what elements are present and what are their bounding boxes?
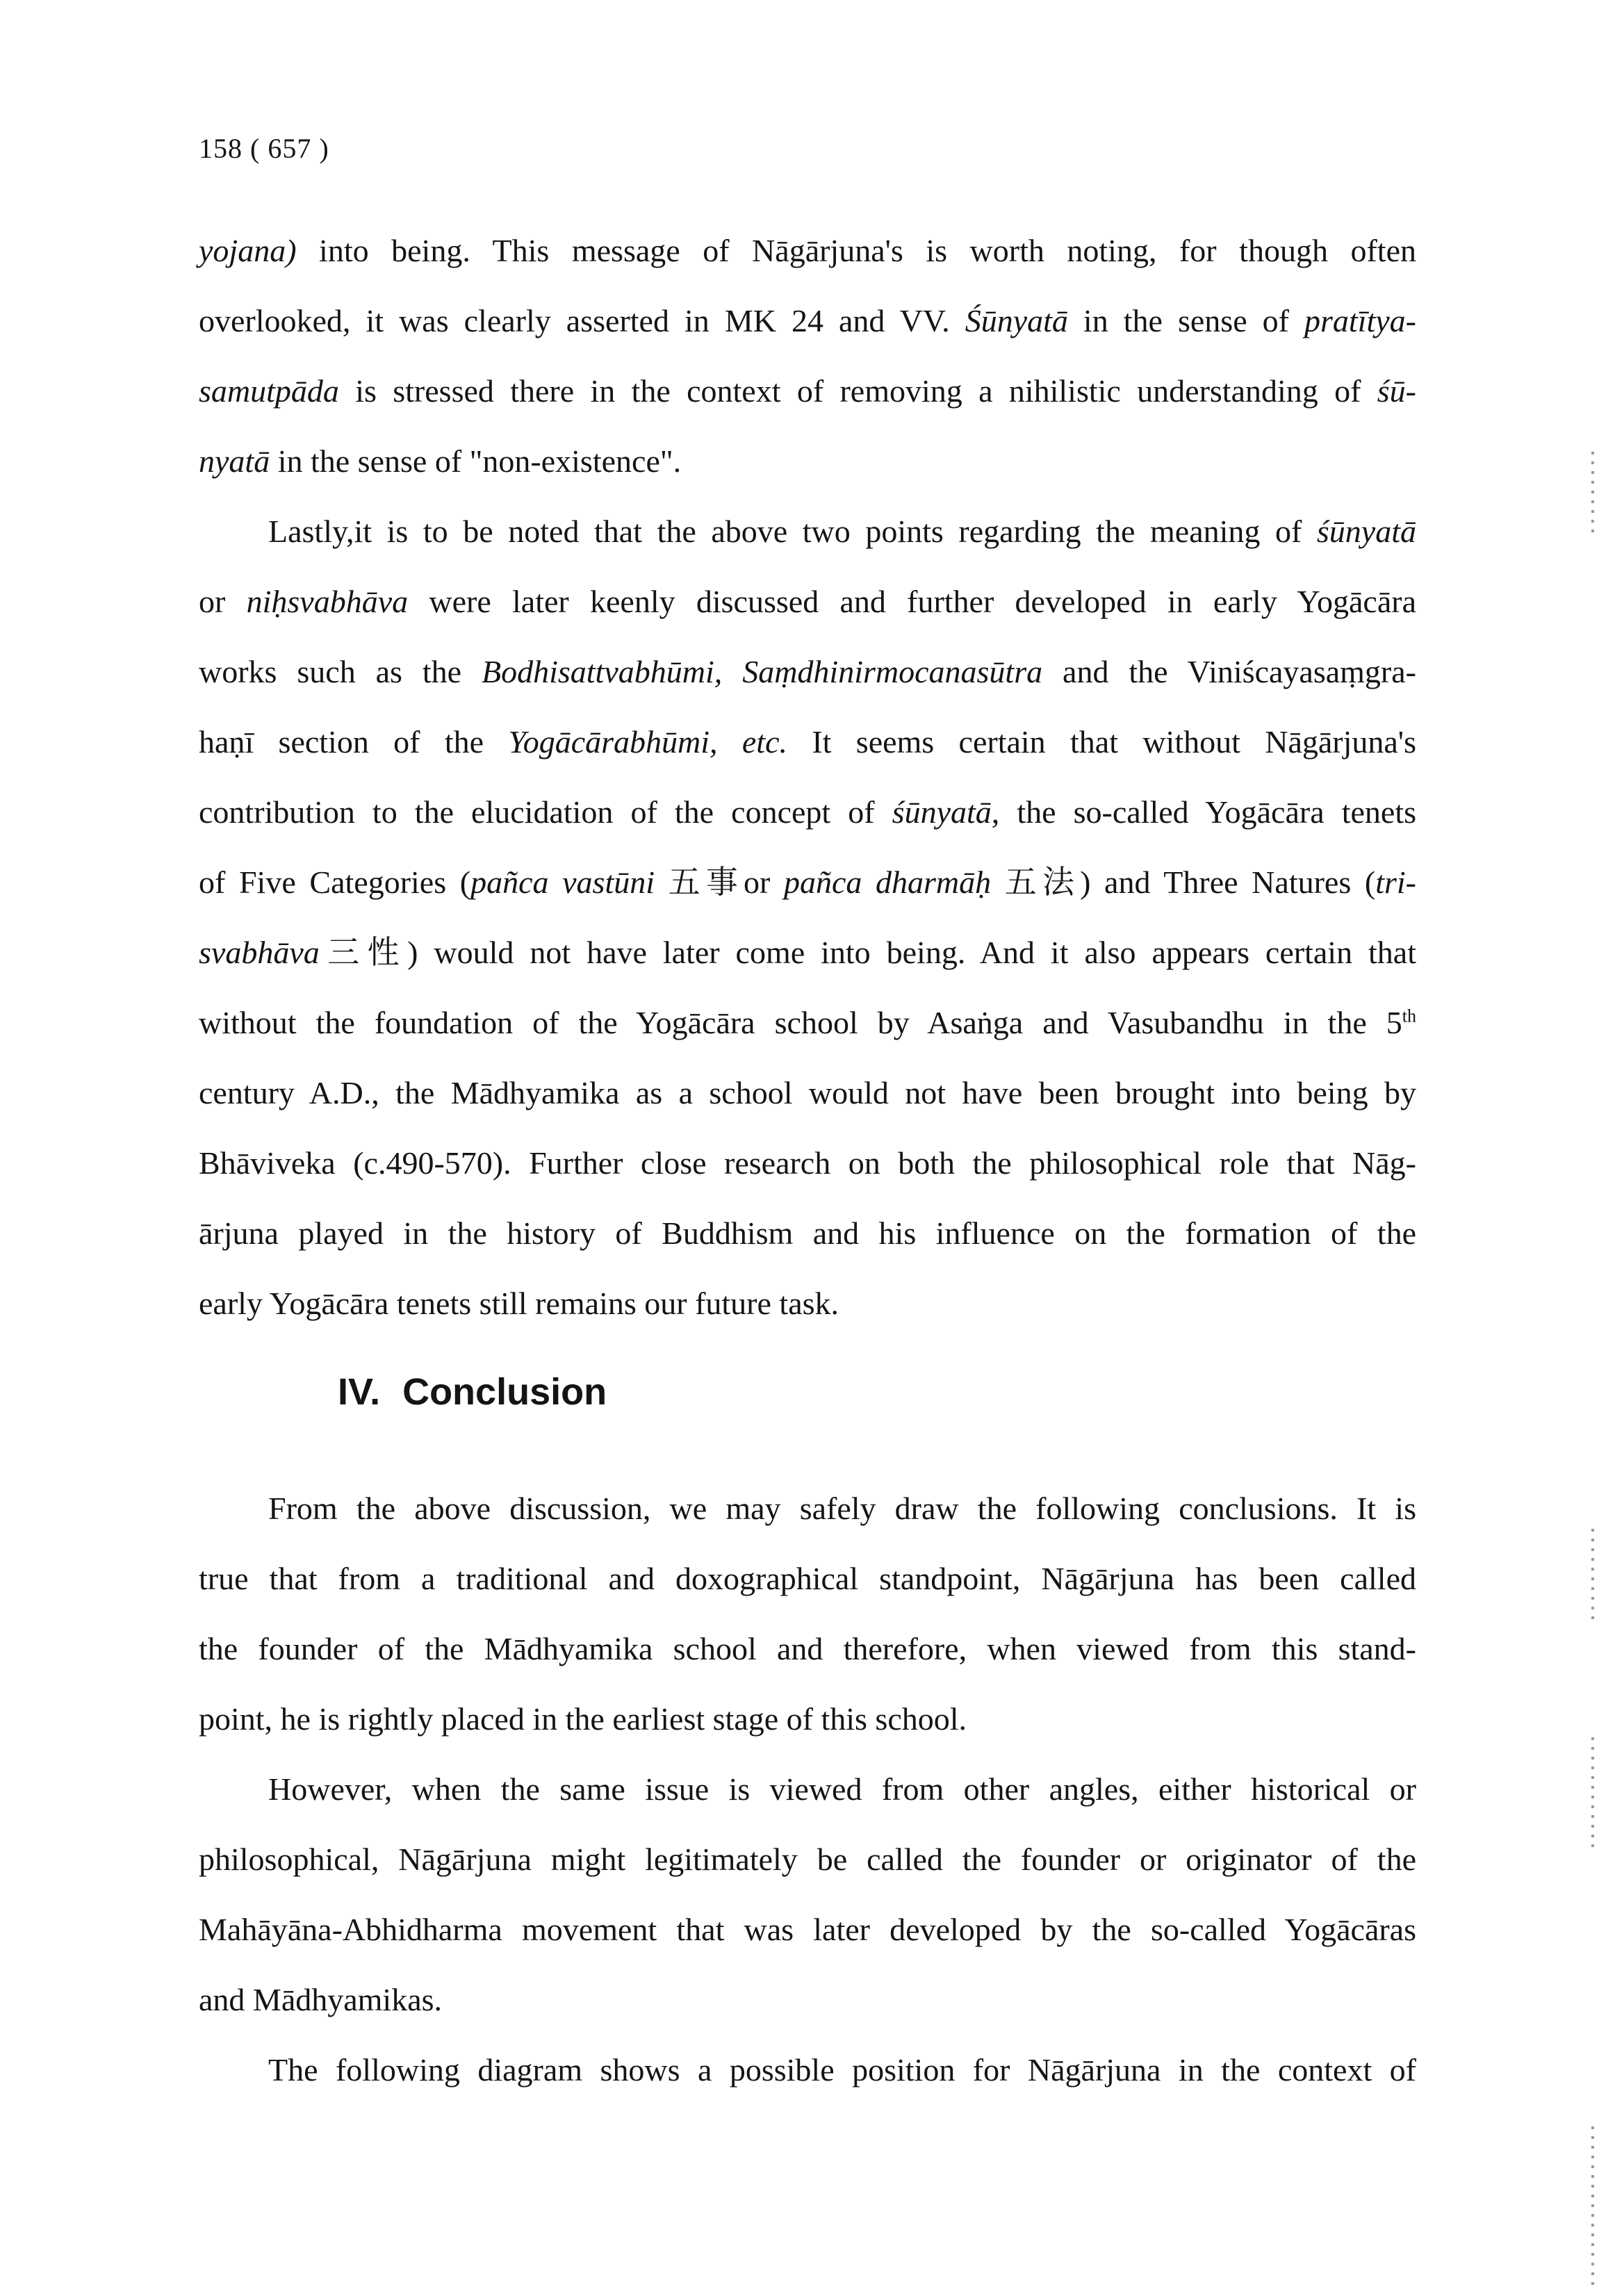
- section-title: Conclusion: [402, 1371, 607, 1413]
- page-secondary-number: ( 657 ): [250, 133, 329, 164]
- scan-margin-mark: [1591, 2126, 1594, 2286]
- text-line: early Yogācāra tenets still remains our future task.: [199, 1286, 839, 1321]
- page-header: [199, 132, 329, 165]
- paragraph-3: [199, 1473, 1416, 1754]
- section-heading: [338, 1370, 607, 1413]
- text-line: Mahāyāna-Abhidharma movement that was later developed by the so-called Yogācāras: [199, 1912, 1416, 1947]
- text-line: overlooked, it was clearly asserted in MK 24 and VV. Śūnyatā in the sense of pratītya-: [199, 303, 1416, 338]
- scan-margin-mark: [1591, 1529, 1594, 1626]
- italic-term: yojana): [199, 233, 297, 268]
- text-line: The following diagram shows a possible position for Nāgārjuna in the context of: [268, 2052, 1416, 2088]
- page-number: 158: [199, 133, 243, 164]
- paragraph-5: [199, 2035, 1416, 2105]
- paragraph-4: [199, 1754, 1416, 2035]
- text-line: svabhāva三性) would not have later come into being. And it also appears certain that: [199, 935, 1416, 970]
- text-line: philosophical, Nāgārjuna might legitimately be called the founder or originator of the: [199, 1842, 1416, 1877]
- scan-margin-mark: [1591, 1737, 1594, 1848]
- text-line: true that from a traditional and doxographical standpoint, Nāgārjuna has been called: [199, 1561, 1416, 1596]
- text-line: From the above discussion, we may safely draw the following conclusions. It is: [268, 1491, 1416, 1526]
- text-line: or niḥsvabhāva were later keenly discussed and further developed in early Yogācāra: [199, 584, 1416, 619]
- text-line: Bhāviveka (c.490-570). Further close research on both the philosophical role that Nāg-: [199, 1145, 1416, 1181]
- text-line: samutpāda is stressed there in the context of removing a nihilistic understanding of śū-: [199, 373, 1416, 409]
- text-line: haṇī section of the Yogācārabhūmi, etc. It seems certain that without Nāgārjuna's: [199, 724, 1416, 760]
- text-line: without the foundation of the Yogācāra school by Asaṅga and Vasubandhu in the 5th: [199, 1005, 1416, 1040]
- text-line: the founder of the Mādhyamika school and therefore, when viewed from this stand-: [199, 1631, 1416, 1666]
- text-line: Lastly,it is to be noted that the above two points regarding the meaning of śūnyatā: [268, 514, 1416, 549]
- text-line: century A.D., the Mādhyamika as a school would not have been brought into being by: [199, 1075, 1416, 1110]
- text-line: contribution to the elucidation of the concept of śūnyatā, the so-called Yogācāra tenets: [199, 794, 1416, 830]
- text-line: ārjuna played in the history of Buddhism and his influence on the formation of the: [199, 1215, 1416, 1251]
- section-number: IV.: [338, 1371, 381, 1413]
- text-line: yojana) into being. This message of Nāgārjuna's is worth noting, for though often: [199, 233, 1416, 268]
- text-line: of Five Categories (pañca vastūni 五事or pañca dharmāḥ 五法) and Three Natures (tri-: [199, 864, 1416, 900]
- scan-margin-mark: [1591, 452, 1594, 535]
- text-line: However, when the same issue is viewed from other angles, either historical or: [268, 1771, 1416, 1807]
- text-line: point, he is rightly placed in the earliest stage of this school.: [199, 1701, 967, 1737]
- paragraph-2: [199, 496, 1416, 1338]
- text-line: and Mādhyamikas.: [199, 1982, 443, 2017]
- text-line: works such as the Bodhisattvabhūmi, Saṃdhinirmocanasūtra and the Viniścayasaṃgra-: [199, 654, 1416, 689]
- text-line: nyatā in the sense of "non-existence".: [199, 443, 682, 479]
- paragraph-1: [199, 215, 1416, 496]
